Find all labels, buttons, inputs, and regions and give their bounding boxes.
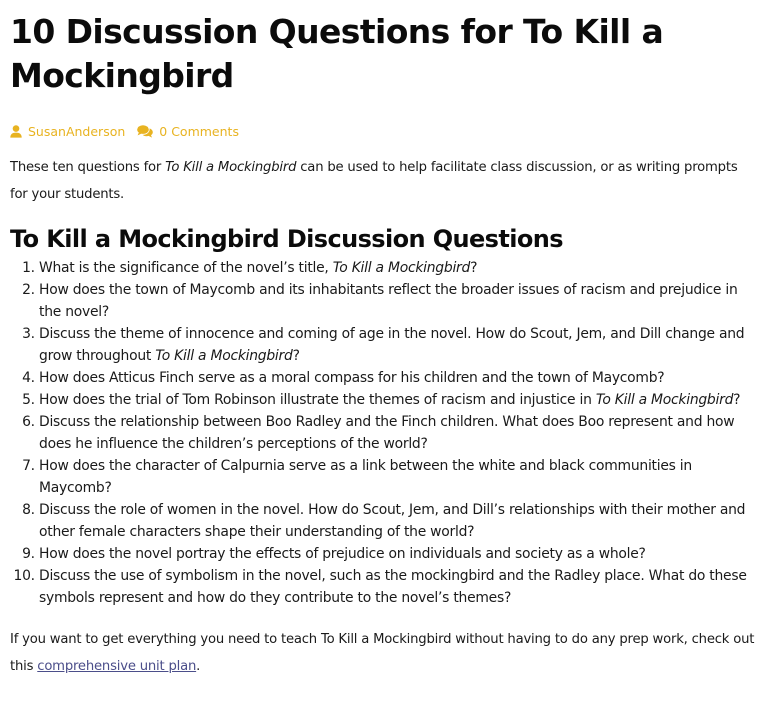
question-item — [39, 257, 758, 279]
comments-link[interactable]: 0 Comments — [159, 123, 239, 139]
question-book-title: To Kill a Mockingbird — [595, 392, 734, 408]
comments-icon — [137, 125, 153, 138]
unit-plan-link[interactable]: comprehensive unit plan — [37, 659, 197, 674]
author-link[interactable]: SusanAnderson — [28, 123, 126, 139]
question-text: What is the significance of the novel’s title, — [39, 260, 333, 276]
question-text: How does the town of Maycomb and its inhabitants reflect the broader issues of racism and prejudice in the novel? — [39, 282, 738, 320]
question-text: How does the trial of Tom Robinson illustrate the themes of racism and injustice in — [39, 392, 596, 408]
question-text: How does the character of Calpurnia serve as a link between the white and black communities in Maycomb? — [39, 458, 692, 496]
section-heading: To Kill a Mockingbird Discussion Questions — [10, 225, 563, 253]
question-text: Discuss the role of women in the novel. How do Scout, Jem, and Dill’s relationships with their mother and other female characters shape their understanding of the world? — [39, 502, 746, 540]
comments-meta[interactable] — [137, 124, 239, 139]
question-text-end: ? — [470, 260, 478, 276]
question-item — [39, 543, 758, 565]
question-item — [39, 323, 758, 367]
outro-text: If you want to get everything you need to teach To Kill a Mockingbird without having to do any prep work, check out this — [10, 632, 755, 674]
question-text: How does Atticus Finch serve as a moral compass for his children and the town of Maycomb? — [39, 370, 665, 386]
intro-text: These ten questions for — [10, 160, 166, 175]
outro-paragraph — [10, 626, 758, 680]
question-text: Discuss the relationship between Boo Radley and the Finch children. What does Boo represent and how does he influence the children’s perceptions of the world? — [39, 414, 735, 452]
question-item — [39, 499, 758, 543]
page-title: 10 Discussion Questions for To Kill a Mockingbird — [10, 12, 664, 95]
question-item — [39, 279, 758, 323]
intro-text-end: can be used to help facilitate class discussion, or as writing prompts for your students. — [10, 160, 738, 202]
user-icon — [10, 125, 22, 138]
question-item — [39, 565, 758, 609]
question-text-end: ? — [733, 392, 741, 408]
question-text: Discuss the use of symbolism in the novel, such as the mockingbird and the Radley place. What do these symbols represent and how do they contribute to the novel’s themes? — [39, 568, 747, 606]
question-item — [39, 389, 758, 411]
question-item — [39, 367, 758, 389]
question-text: How does the novel portray the effects of prejudice on individuals and society as a whole? — [39, 546, 646, 562]
question-item — [39, 455, 758, 499]
outro-text-end: . — [196, 659, 201, 674]
intro-book-title: To Kill a Mockingbird — [165, 160, 297, 175]
post-meta — [10, 122, 758, 140]
questions-list — [10, 257, 758, 609]
question-text: Discuss the theme of innocence and coming of age in the novel. How do Scout, Jem, and Dill change and grow throughout — [39, 326, 745, 364]
question-item — [39, 411, 758, 455]
intro-paragraph — [10, 154, 758, 208]
author-meta[interactable] — [10, 124, 125, 139]
question-book-title: To Kill a Mockingbird — [155, 348, 293, 364]
article — [0, 6, 768, 680]
question-book-title: To Kill a Mockingbird — [332, 260, 471, 276]
question-text-end: ? — [292, 348, 300, 364]
